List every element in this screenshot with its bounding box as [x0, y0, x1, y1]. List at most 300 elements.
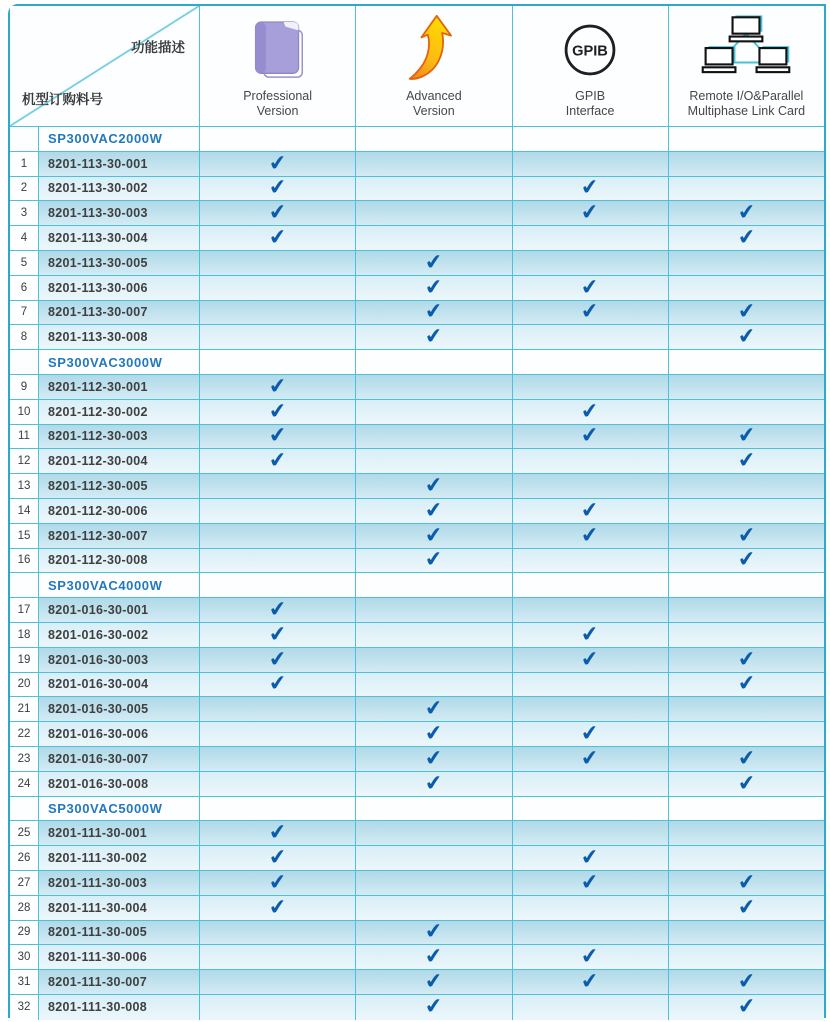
table-row — [10, 598, 824, 623]
table-row — [10, 747, 824, 772]
row-number-cell — [10, 127, 39, 151]
checkmark-icon: ✔ — [580, 646, 601, 672]
row-number: 29 — [10, 921, 39, 945]
checkmark-icon: ✔ — [580, 200, 601, 226]
checkmark-icon: ✔ — [580, 274, 601, 300]
checkmark-icon: ✔ — [736, 869, 757, 895]
row-number: 6 — [10, 276, 39, 300]
part-number: 8201-111-30-005 — [39, 921, 200, 945]
check-cell-remote — [669, 474, 824, 498]
part-number: 8201-112-30-001 — [39, 375, 200, 399]
check-cell-gpib — [513, 747, 669, 771]
check-cell-gpib — [513, 821, 669, 845]
checkmark-icon: ✔ — [267, 646, 288, 672]
check-cell-remote — [669, 846, 824, 870]
check-cell-remote — [669, 772, 824, 796]
empty-cell — [669, 573, 824, 597]
check-cell-advanced — [356, 177, 512, 201]
checkmark-icon: ✔ — [267, 398, 288, 424]
part-number: 8201-016-30-008 — [39, 772, 200, 796]
checkmark-icon: ✔ — [736, 448, 757, 474]
check-cell-advanced — [356, 697, 512, 721]
check-cell-gpib — [513, 449, 669, 473]
table-row — [10, 821, 824, 846]
part-number: 8201-016-30-007 — [39, 747, 200, 771]
part-number: 8201-112-30-006 — [39, 499, 200, 523]
row-number: 19 — [10, 648, 39, 672]
column-header-gpib — [513, 6, 669, 126]
check-cell-remote — [669, 648, 824, 672]
table-row — [10, 871, 824, 896]
check-cell-advanced — [356, 301, 512, 325]
part-number: 8201-016-30-002 — [39, 623, 200, 647]
table-row — [10, 251, 824, 276]
model-name: SP300VAC4000W — [39, 573, 200, 597]
check-cell-advanced — [356, 896, 512, 920]
check-cell-advanced — [356, 970, 512, 994]
part-number: 8201-113-30-004 — [39, 226, 200, 250]
row-number: 1 — [10, 152, 39, 176]
checkmark-icon: ✔ — [736, 423, 757, 449]
part-number: 8201-111-30-002 — [39, 846, 200, 870]
check-cell-advanced — [356, 945, 512, 969]
row-number: 9 — [10, 375, 39, 399]
checkmark-icon: ✔ — [423, 696, 444, 722]
check-cell-professional — [200, 821, 356, 845]
check-cell-professional — [200, 251, 356, 275]
table-row — [10, 301, 824, 326]
part-number: 8201-016-30-005 — [39, 697, 200, 721]
check-cell-gpib — [513, 921, 669, 945]
check-cell-remote — [669, 524, 824, 548]
check-cell-advanced — [356, 152, 512, 176]
empty-cell — [356, 350, 512, 374]
check-cell-professional — [200, 896, 356, 920]
check-cell-remote — [669, 896, 824, 920]
part-number: 8201-016-30-001 — [39, 598, 200, 622]
table-row — [10, 226, 824, 251]
corner-model-label: 机型订购料号 — [22, 92, 103, 107]
checkmark-icon: ✔ — [423, 547, 444, 573]
table-row — [10, 623, 824, 648]
column-header-remote — [669, 6, 824, 126]
part-number: 8201-111-30-004 — [39, 896, 200, 920]
check-cell-gpib — [513, 177, 669, 201]
check-cell-advanced — [356, 722, 512, 746]
empty-cell — [200, 350, 356, 374]
empty-cell — [513, 350, 669, 374]
checkmark-icon: ✔ — [267, 894, 288, 920]
row-number: 13 — [10, 474, 39, 498]
check-cell-professional — [200, 425, 356, 449]
checkmark-icon: ✔ — [267, 374, 288, 399]
check-cell-gpib — [513, 152, 669, 176]
row-number: 8 — [10, 325, 39, 349]
checkmark-icon: ✔ — [580, 522, 601, 548]
check-cell-remote — [669, 152, 824, 176]
check-cell-gpib — [513, 549, 669, 573]
check-cell-advanced — [356, 549, 512, 573]
checkmark-icon: ✔ — [580, 497, 601, 523]
checkmark-icon: ✔ — [736, 547, 757, 573]
check-cell-professional — [200, 673, 356, 697]
check-cell-gpib — [513, 598, 669, 622]
header-row — [10, 6, 824, 127]
checkmark-icon: ✔ — [423, 770, 444, 796]
part-number: 8201-016-30-004 — [39, 673, 200, 697]
network-computers-icon — [696, 11, 796, 89]
check-cell-professional — [200, 995, 356, 1020]
row-number-cell — [10, 573, 39, 597]
row-number: 26 — [10, 846, 39, 870]
part-number: 8201-113-30-006 — [39, 276, 200, 300]
check-cell-gpib — [513, 201, 669, 225]
checkmark-icon: ✔ — [423, 324, 444, 350]
check-cell-gpib — [513, 276, 669, 300]
row-number: 17 — [10, 598, 39, 622]
row-number: 15 — [10, 524, 39, 548]
row-number: 23 — [10, 747, 39, 771]
empty-cell — [669, 350, 824, 374]
check-cell-gpib — [513, 722, 669, 746]
part-number: 8201-113-30-003 — [39, 201, 200, 225]
row-number: 5 — [10, 251, 39, 275]
check-cell-gpib — [513, 970, 669, 994]
row-number: 25 — [10, 821, 39, 845]
check-cell-professional — [200, 648, 356, 672]
check-cell-professional — [200, 276, 356, 300]
check-cell-remote — [669, 251, 824, 275]
check-cell-gpib — [513, 648, 669, 672]
empty-cell — [200, 573, 356, 597]
check-cell-gpib — [513, 400, 669, 424]
checkmark-icon: ✔ — [736, 324, 757, 350]
check-cell-advanced — [356, 871, 512, 895]
table-row — [10, 400, 824, 425]
checkmark-icon: ✔ — [423, 944, 444, 970]
check-cell-remote — [669, 673, 824, 697]
check-cell-gpib — [513, 251, 669, 275]
row-number: 7 — [10, 301, 39, 325]
check-cell-gpib — [513, 524, 669, 548]
checkmark-icon: ✔ — [580, 621, 601, 647]
check-cell-gpib — [513, 425, 669, 449]
check-cell-gpib — [513, 871, 669, 895]
check-cell-advanced — [356, 499, 512, 523]
empty-cell — [356, 127, 512, 151]
table-row — [10, 524, 824, 549]
column-caption-advanced: Advanced Version — [406, 89, 462, 119]
check-cell-professional — [200, 375, 356, 399]
check-cell-remote — [669, 425, 824, 449]
check-cell-remote — [669, 871, 824, 895]
checkmark-icon: ✔ — [267, 175, 288, 201]
check-cell-professional — [200, 524, 356, 548]
table-row — [10, 375, 824, 400]
table-row — [10, 697, 824, 722]
part-number: 8201-111-30-006 — [39, 945, 200, 969]
table-row — [10, 425, 824, 450]
checkmark-icon: ✔ — [736, 770, 757, 796]
check-cell-professional — [200, 226, 356, 250]
check-cell-professional — [200, 301, 356, 325]
checkmark-icon: ✔ — [267, 621, 288, 647]
checkmark-icon: ✔ — [580, 845, 601, 870]
row-number: 22 — [10, 722, 39, 746]
checkmark-icon: ✔ — [423, 994, 444, 1020]
checkmark-icon: ✔ — [736, 646, 757, 672]
row-number: 32 — [10, 995, 39, 1020]
checkmark-icon: ✔ — [267, 845, 288, 870]
table-row — [10, 325, 824, 350]
row-number: 4 — [10, 226, 39, 250]
checkmark-icon: ✔ — [267, 869, 288, 895]
checkmark-icon: ✔ — [580, 423, 601, 449]
checkmark-icon: ✔ — [580, 969, 601, 994]
check-cell-advanced — [356, 375, 512, 399]
part-number: 8201-113-30-002 — [39, 177, 200, 201]
row-number: 11 — [10, 425, 39, 449]
table-row — [10, 673, 824, 698]
part-number: 8201-113-30-008 — [39, 325, 200, 349]
check-cell-professional — [200, 449, 356, 473]
book-icon — [250, 11, 306, 89]
check-cell-remote — [669, 722, 824, 746]
check-cell-gpib — [513, 226, 669, 250]
check-cell-remote — [669, 400, 824, 424]
checkmark-icon: ✔ — [736, 200, 757, 226]
table-row — [10, 177, 824, 202]
check-cell-advanced — [356, 821, 512, 845]
checkmark-icon: ✔ — [580, 175, 601, 201]
check-cell-remote — [669, 499, 824, 523]
table-row — [10, 896, 824, 921]
row-number: 30 — [10, 945, 39, 969]
row-number: 12 — [10, 449, 39, 473]
check-cell-advanced — [356, 251, 512, 275]
part-number: 8201-111-30-003 — [39, 871, 200, 895]
part-number: 8201-112-30-003 — [39, 425, 200, 449]
check-cell-advanced — [356, 226, 512, 250]
table-row — [10, 549, 824, 574]
check-cell-advanced — [356, 921, 512, 945]
empty-cell — [513, 573, 669, 597]
empty-cell — [669, 797, 824, 821]
table-row — [10, 846, 824, 871]
checkmark-icon: ✔ — [267, 448, 288, 474]
checkmark-icon: ✔ — [580, 299, 601, 325]
part-number: 8201-112-30-004 — [39, 449, 200, 473]
model-name: SP300VAC2000W — [39, 127, 200, 151]
checkmark-icon: ✔ — [736, 299, 757, 325]
checkmark-icon: ✔ — [423, 299, 444, 325]
check-cell-gpib — [513, 995, 669, 1020]
row-number: 3 — [10, 201, 39, 225]
check-cell-professional — [200, 152, 356, 176]
check-cell-gpib — [513, 846, 669, 870]
row-number: 16 — [10, 549, 39, 573]
check-cell-remote — [669, 598, 824, 622]
part-number: 8201-112-30-008 — [39, 549, 200, 573]
row-number: 20 — [10, 673, 39, 697]
check-cell-gpib — [513, 772, 669, 796]
check-cell-professional — [200, 400, 356, 424]
check-cell-remote — [669, 226, 824, 250]
checkmark-icon: ✔ — [736, 994, 757, 1020]
growth-arrow-icon — [407, 11, 461, 89]
row-number-cell — [10, 350, 39, 374]
part-number: 8201-111-30-008 — [39, 995, 200, 1020]
checkmark-icon: ✔ — [423, 969, 444, 994]
check-cell-remote — [669, 821, 824, 845]
checkmark-icon: ✔ — [423, 274, 444, 300]
part-number: 8201-113-30-007 — [39, 301, 200, 325]
row-number: 28 — [10, 896, 39, 920]
check-cell-remote — [669, 747, 824, 771]
model-name: SP300VAC3000W — [39, 350, 200, 374]
check-cell-gpib — [513, 375, 669, 399]
check-cell-gpib — [513, 301, 669, 325]
corner-function-label: 功能描述 — [131, 40, 185, 55]
column-header-advanced — [356, 6, 512, 126]
model-name: SP300VAC5000W — [39, 797, 200, 821]
table-row — [10, 152, 824, 177]
row-number: 21 — [10, 697, 39, 721]
check-cell-remote — [669, 623, 824, 647]
table-row — [10, 995, 824, 1020]
part-number: 8201-112-30-002 — [39, 400, 200, 424]
checkmark-icon: ✔ — [580, 398, 601, 424]
check-cell-professional — [200, 921, 356, 945]
check-cell-professional — [200, 598, 356, 622]
check-cell-advanced — [356, 524, 512, 548]
group-header-row — [10, 797, 824, 822]
check-cell-advanced — [356, 400, 512, 424]
part-number: 8201-016-30-003 — [39, 648, 200, 672]
part-number: 8201-112-30-005 — [39, 474, 200, 498]
check-cell-professional — [200, 772, 356, 796]
check-cell-remote — [669, 697, 824, 721]
check-cell-remote — [669, 970, 824, 994]
part-number: 8201-111-30-007 — [39, 970, 200, 994]
table-row — [10, 499, 824, 524]
check-cell-gpib — [513, 325, 669, 349]
check-cell-remote — [669, 375, 824, 399]
part-number: 8201-016-30-006 — [39, 722, 200, 746]
checkmark-icon: ✔ — [736, 969, 757, 994]
part-number: 8201-113-30-001 — [39, 152, 200, 176]
checkmark-icon: ✔ — [423, 721, 444, 746]
checkmark-icon: ✔ — [423, 919, 444, 945]
check-cell-remote — [669, 177, 824, 201]
check-cell-advanced — [356, 648, 512, 672]
check-cell-advanced — [356, 673, 512, 697]
checkmark-icon: ✔ — [736, 522, 757, 548]
check-cell-advanced — [356, 425, 512, 449]
gpib-icon-text: GPIB — [572, 43, 608, 60]
checkmark-icon: ✔ — [580, 745, 601, 771]
column-caption-remote: Remote I/O&Parallel Multiphase Link Card — [687, 89, 806, 119]
empty-cell — [513, 127, 669, 151]
table-row — [10, 921, 824, 946]
table-row — [10, 772, 824, 797]
check-cell-advanced — [356, 325, 512, 349]
row-number: 31 — [10, 970, 39, 994]
row-number-cell — [10, 797, 39, 821]
check-cell-remote — [669, 921, 824, 945]
checkmark-icon: ✔ — [267, 597, 288, 622]
checkmark-icon: ✔ — [267, 225, 288, 250]
check-cell-advanced — [356, 474, 512, 498]
check-cell-professional — [200, 970, 356, 994]
row-number: 14 — [10, 499, 39, 523]
check-cell-advanced — [356, 449, 512, 473]
checkmark-icon: ✔ — [423, 745, 444, 771]
check-cell-professional — [200, 325, 356, 349]
checkmark-icon: ✔ — [423, 250, 444, 275]
gpib-circle-icon — [559, 11, 621, 89]
column-header-professional — [200, 6, 356, 126]
check-cell-professional — [200, 623, 356, 647]
row-number: 27 — [10, 871, 39, 895]
check-cell-professional — [200, 871, 356, 895]
empty-cell — [669, 127, 824, 151]
check-cell-professional — [200, 474, 356, 498]
table-row — [10, 201, 824, 226]
checkmark-icon: ✔ — [736, 894, 757, 920]
group-header-row — [10, 127, 824, 152]
check-cell-remote — [669, 201, 824, 225]
check-cell-gpib — [513, 474, 669, 498]
checkmark-icon: ✔ — [423, 522, 444, 548]
checkmark-icon: ✔ — [267, 423, 288, 449]
check-cell-professional — [200, 201, 356, 225]
table-row — [10, 945, 824, 970]
part-number: 8201-111-30-001 — [39, 821, 200, 845]
check-cell-advanced — [356, 201, 512, 225]
check-cell-advanced — [356, 772, 512, 796]
part-number: 8201-112-30-007 — [39, 524, 200, 548]
row-number: 10 — [10, 400, 39, 424]
ordering-matrix-table — [8, 4, 826, 1018]
empty-cell — [356, 797, 512, 821]
check-cell-remote — [669, 276, 824, 300]
checkmark-icon: ✔ — [736, 671, 757, 697]
table-row — [10, 276, 824, 301]
row-number: 2 — [10, 177, 39, 201]
check-cell-advanced — [356, 276, 512, 300]
checkmark-icon: ✔ — [736, 225, 757, 250]
row-number: 24 — [10, 772, 39, 796]
table-row — [10, 449, 824, 474]
check-cell-professional — [200, 945, 356, 969]
table-row — [10, 648, 824, 673]
check-cell-professional — [200, 499, 356, 523]
checkmark-icon: ✔ — [267, 150, 288, 176]
check-cell-professional — [200, 747, 356, 771]
empty-cell — [356, 573, 512, 597]
group-header-row — [10, 350, 824, 375]
checkmark-icon: ✔ — [580, 869, 601, 895]
check-cell-gpib — [513, 697, 669, 721]
check-cell-gpib — [513, 945, 669, 969]
checkmark-icon: ✔ — [580, 944, 601, 970]
check-cell-gpib — [513, 896, 669, 920]
check-cell-professional — [200, 722, 356, 746]
check-cell-advanced — [356, 846, 512, 870]
row-number: 18 — [10, 623, 39, 647]
group-header-row — [10, 573, 824, 598]
